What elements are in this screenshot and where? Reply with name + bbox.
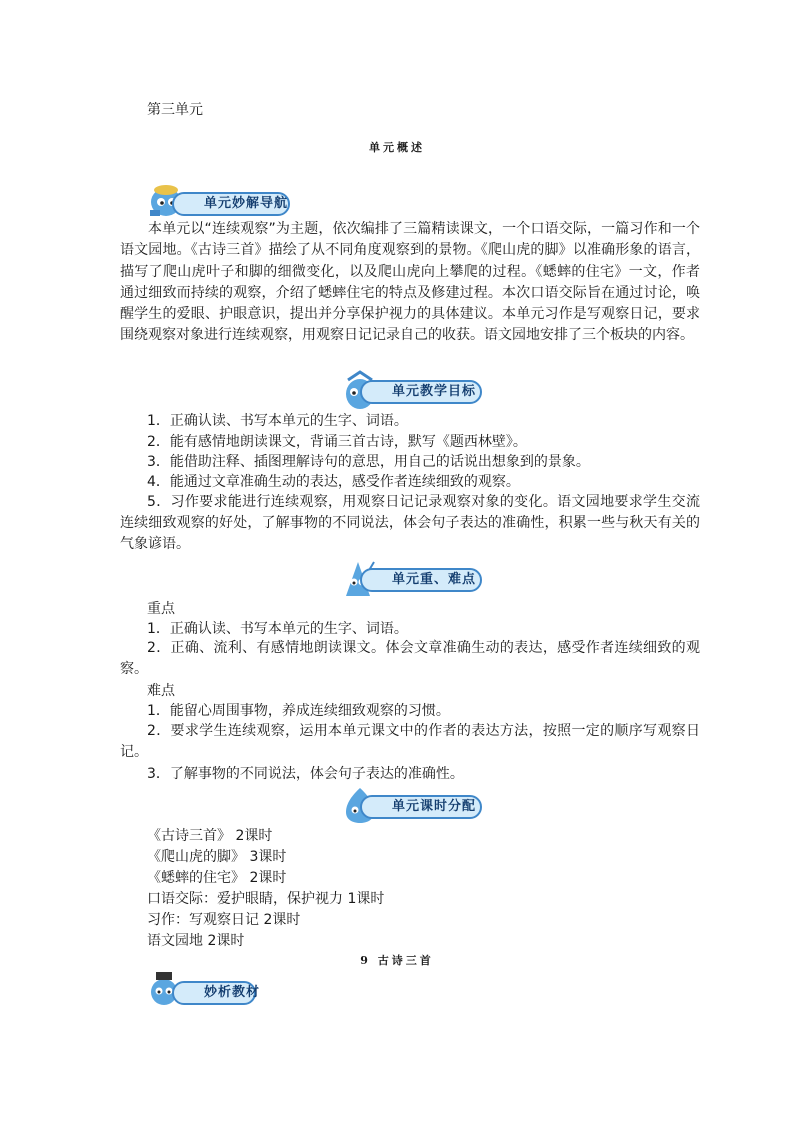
difficult-item: 2．要求学生连续观察，运用本单元课文中的作者的表达方法，按照一定的顺序写观察日记。 — [120, 723, 700, 760]
key-item: 2．正确、流利、有感情地朗读课文。体会文章准确生动的表达，感受作者连续细致的观察。 — [120, 640, 700, 677]
guide-paragraph: 本单元以“连续观察”为主题，依次编排了三篇精读课文，一个口语交际，一篇习作和一个语文园地。《古诗三首》描绘了从不同角度观察到的景物。《爬山虎的脚》以准确形象的语言，描写了爬山虎叶子和脚的细微变化，以及爬山虎向上攀爬的过程。《蟋蟀的住宅》一文，作者通过细致而持续的观察，介绍了蟋蟀住宅的特点及修建过程。本次口语交际旨在通过讨论，唤醒学生的爱眼、护眼意识，提出并分享保护视力的具体建议。本单元习作是写观察日记，要求围绕观察对象进行连续观察，用观察日记记录自己的收获。语文园地安排了三个板块的内容。 — [120, 221, 700, 344]
section-label-schedule: 单元课时分配 — [360, 795, 482, 819]
section-label-key: 单元重、难点 — [360, 568, 482, 592]
schedule-item: 口语交际：爱护眼睛，保护视力 1课时 — [147, 891, 385, 907]
schedule-item: 《古诗三首》 2课时 — [147, 828, 273, 844]
schedule-item: 习作：写观察日记 2课时 — [147, 912, 301, 928]
key-item: 1．正确认读、书写本单元的生字、词语。 — [147, 621, 408, 637]
schedule-item: 《蟋蟀的住宅》 2课时 — [147, 870, 287, 886]
difficult-label: 难点 — [147, 683, 175, 699]
goal-item: 3．能借助注释、插图理解诗句的意思，用自己的话说出想象到的景象。 — [147, 454, 590, 470]
schedule-item: 《爬山虎的脚》 3课时 — [147, 849, 287, 865]
section-label-goals: 单元教学目标 — [360, 380, 482, 404]
lesson-heading: 9 古诗三首 — [360, 954, 434, 967]
key-label: 重点 — [147, 601, 175, 617]
goal-item: 1．正确认读、书写本单元的生字、词语。 — [147, 413, 408, 429]
schedule-item: 语文园地 2课时 — [147, 933, 245, 949]
difficult-item: 3．了解事物的不同说法，体会句子表达的准确性。 — [147, 766, 464, 782]
goal-item: 2．能有感情地朗读课文，背诵三首古诗，默写《题西林壁》。 — [147, 434, 527, 450]
unit-title: 第三单元 — [147, 102, 203, 118]
section-label-analysis: 妙析教材 — [172, 981, 256, 1005]
goal-item: 4．能通过文章准确生动的表达，感受作者连续细致的观察。 — [147, 474, 520, 490]
difficult-item: 1．能留心周围事物，养成连续细致观察的习惯。 — [147, 703, 450, 719]
goal-item: 5．习作要求能进行连续观察，用观察日记记录观察对象的变化。语文园地要求学生交流连续细致观察的好处，了解事物的不同说法，体会句子表达的准确性，积累一些与秋天有关的气象谚语。 — [120, 494, 700, 552]
overview-title: 单元概述 — [369, 141, 425, 154]
section-label-guide: 单元妙解导航 — [172, 192, 290, 216]
